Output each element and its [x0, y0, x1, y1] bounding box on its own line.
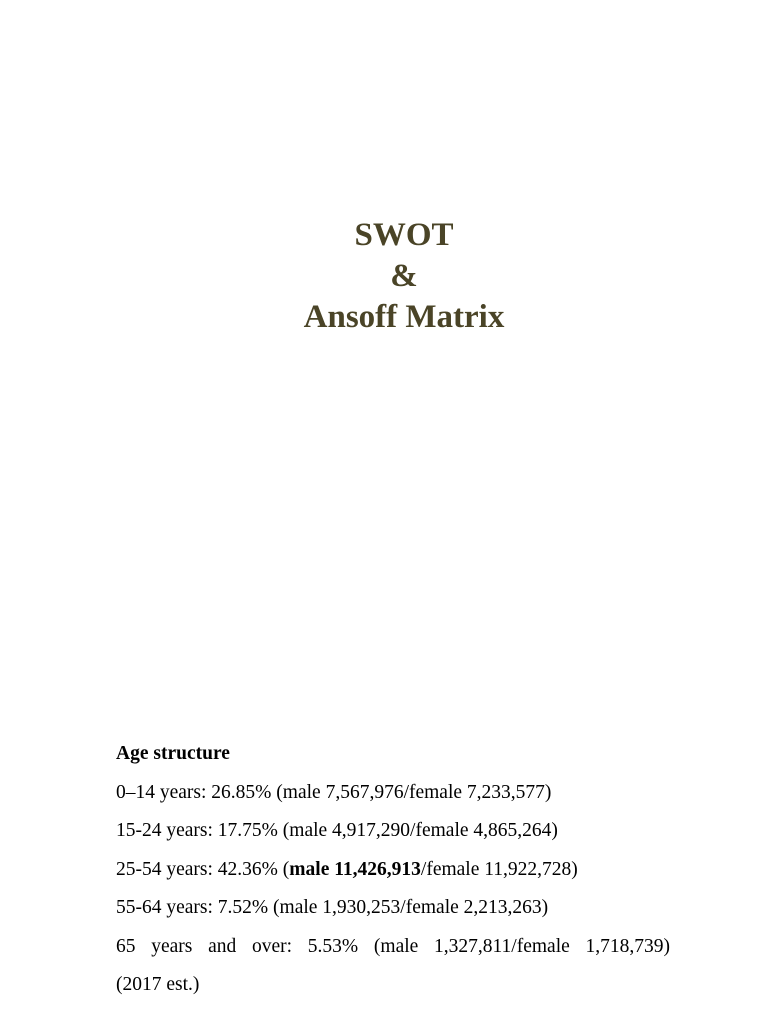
- title-line-ansoff-matrix: Ansoff Matrix: [303, 299, 505, 335]
- age-structure-note: (2017 est.): [116, 974, 200, 995]
- age-row-15-24: [116, 812, 670, 851]
- age-row-text: 25-54 years: 42.36% (: [116, 858, 290, 880]
- age-row-text: 65 years and over: 5.53% (male 1,327,811/female 1,718,739): [116, 935, 670, 957]
- age-row-0-14: [116, 774, 670, 813]
- age-row-text: 0–14 years: 26.85% (male 7,567,976/female 7,233,577): [116, 781, 552, 803]
- age-row-text: 55-64 years: 7.52% (male 1,930,253/female 2,213,263): [116, 897, 549, 918]
- age-row-65-over: [116, 928, 670, 967]
- document-title: [0, 215, 768, 338]
- age-row-text: 15-24 years: 17.75% (male 4,917,290/female 4,865,264): [116, 820, 558, 841]
- age-structure-section: [116, 735, 670, 1005]
- title-line-swot: SWOT: [354, 217, 454, 253]
- title-line-ampersand: &: [390, 258, 418, 294]
- age-structure-heading: Age structure: [116, 743, 230, 764]
- age-row-bold-male: male 11,426,913: [289, 858, 421, 880]
- age-row-text-suffix: /female 11,922,728): [420, 858, 578, 880]
- age-row-25-54: [116, 851, 670, 890]
- age-row-55-64: [116, 889, 670, 928]
